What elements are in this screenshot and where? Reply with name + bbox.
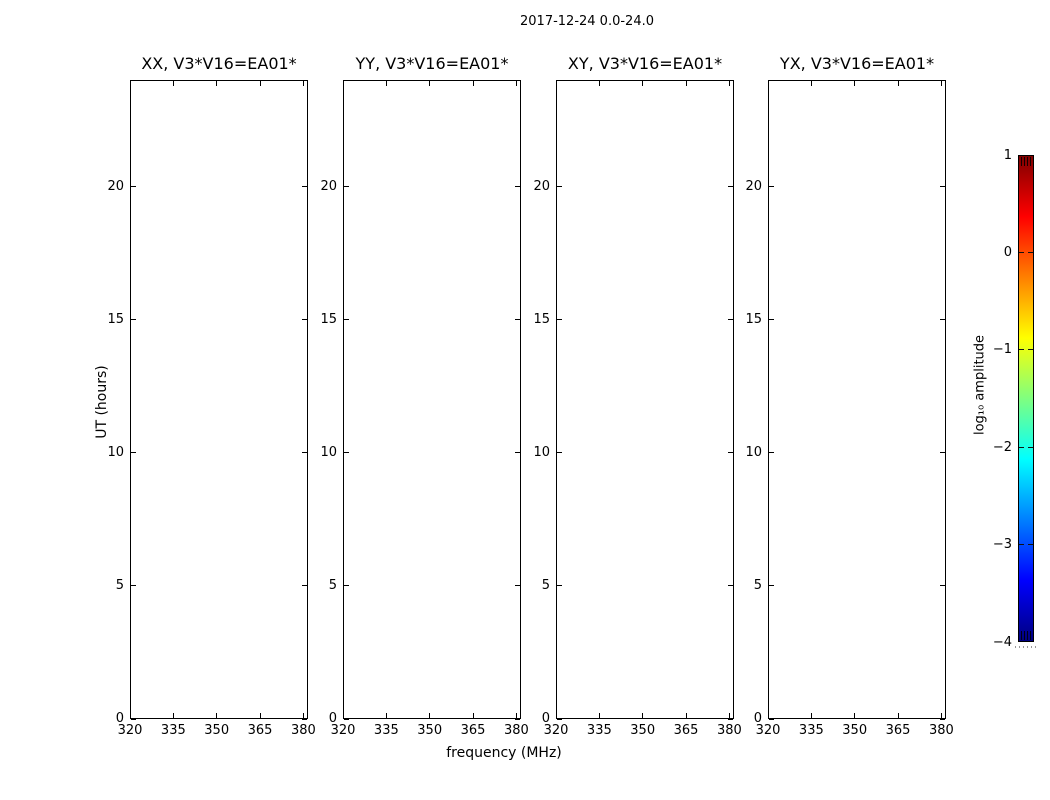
x-tick-label: 380 xyxy=(928,723,954,738)
y-tick-mark-right xyxy=(940,719,945,720)
x-tick-mark xyxy=(898,713,899,718)
x-tick-label: 380 xyxy=(503,723,529,738)
x-tick-mark xyxy=(599,713,600,718)
y-tick-mark xyxy=(557,585,562,586)
x-tick-mark-top xyxy=(556,81,557,86)
y-tick-mark-right xyxy=(940,319,945,320)
colorbar-tick-mark xyxy=(1019,447,1024,448)
y-tick-label: 5 xyxy=(115,577,124,593)
colorbar-tick-label: −2 xyxy=(992,439,1012,455)
x-tick-label: 365 xyxy=(673,723,699,738)
y-tick-mark-right xyxy=(940,452,945,453)
subplot-title: YY, V3*V16=EA01* xyxy=(355,54,509,73)
x-tick-mark-top xyxy=(516,81,517,86)
x-tick-mark-top xyxy=(898,81,899,86)
x-tick-label: 350 xyxy=(417,723,443,738)
y-tick-label: 15 xyxy=(320,311,337,327)
colorbar-top-hatch xyxy=(1021,157,1031,166)
colorbar-tick-mark xyxy=(1019,252,1024,253)
subplot-title: XX, V3*V16=EA01* xyxy=(141,54,297,73)
y-axis-label: UT (hours) xyxy=(94,365,110,439)
y-tick-mark-right xyxy=(940,585,945,586)
x-tick-mark-top xyxy=(811,81,812,86)
y-tick-label: 0 xyxy=(541,711,550,726)
axes-area xyxy=(556,80,734,719)
axes-area xyxy=(768,80,946,719)
x-tick-mark-top xyxy=(599,81,600,86)
x-tick-label: 350 xyxy=(842,723,868,738)
x-axis-label: frequency (MHz) xyxy=(446,745,562,761)
x-tick-mark xyxy=(854,713,855,718)
x-tick-mark-top xyxy=(642,81,643,86)
colorbar-underflow-dots xyxy=(1015,646,1037,648)
x-tick-mark xyxy=(556,713,557,718)
colorbar-bottom-hatch xyxy=(1021,631,1031,640)
x-tick-label: 335 xyxy=(160,723,186,738)
x-tick-mark-top xyxy=(173,81,174,86)
x-tick-label: 335 xyxy=(373,723,399,738)
x-tick-label: 320 xyxy=(543,723,569,738)
colorbar-tick-label: 1 xyxy=(1003,147,1012,163)
colorbar-tick-mark-right xyxy=(1028,544,1033,545)
colorbar-tick-label: −3 xyxy=(992,537,1012,553)
colorbar-gradient xyxy=(1018,155,1034,642)
x-tick-mark xyxy=(686,713,687,718)
y-tick-mark xyxy=(557,719,562,720)
x-tick-label: 380 xyxy=(716,723,742,738)
x-tick-mark xyxy=(429,713,430,718)
x-tick-mark-top xyxy=(686,81,687,86)
y-tick-label: 10 xyxy=(745,444,762,460)
y-tick-mark xyxy=(344,186,349,187)
y-tick-mark xyxy=(557,186,562,187)
y-tick-mark-right xyxy=(940,186,945,187)
y-tick-label: 15 xyxy=(745,311,762,327)
x-tick-label: 350 xyxy=(630,723,656,738)
x-tick-mark xyxy=(386,713,387,718)
y-tick-label: 10 xyxy=(107,444,124,460)
y-tick-mark xyxy=(131,319,136,320)
x-tick-mark xyxy=(768,713,769,718)
x-tick-mark-top xyxy=(854,81,855,86)
y-tick-label: 0 xyxy=(753,711,762,726)
subplot-title: XY, V3*V16=EA01* xyxy=(567,54,723,73)
x-tick-mark xyxy=(130,713,131,718)
y-tick-mark xyxy=(131,186,136,187)
y-tick-label: 15 xyxy=(107,311,124,327)
x-tick-label: 365 xyxy=(460,723,486,738)
y-tick-label: 20 xyxy=(745,178,762,194)
y-tick-label: 0 xyxy=(328,711,337,726)
y-tick-mark xyxy=(131,719,136,720)
y-tick-label: 0 xyxy=(115,711,124,726)
x-tick-label: 350 xyxy=(204,723,230,738)
colorbar-label: log₁₀ amplitude xyxy=(972,334,988,436)
y-tick-label: 20 xyxy=(533,178,550,194)
x-tick-mark-top xyxy=(303,81,304,86)
y-tick-label: 20 xyxy=(320,178,337,194)
y-tick-mark xyxy=(344,585,349,586)
x-tick-mark xyxy=(216,713,217,718)
x-tick-label: 320 xyxy=(330,723,356,738)
x-tick-label: 335 xyxy=(586,723,612,738)
y-tick-mark xyxy=(131,452,136,453)
x-tick-mark-top xyxy=(429,81,430,86)
x-tick-mark xyxy=(811,713,812,718)
y-tick-label: 5 xyxy=(328,577,337,593)
colorbar xyxy=(992,147,1034,650)
x-tick-mark-top xyxy=(343,81,344,86)
x-tick-mark-top xyxy=(729,81,730,86)
y-tick-mark xyxy=(557,319,562,320)
subplot-xy xyxy=(533,54,742,738)
colorbar-tick-mark xyxy=(1019,349,1024,350)
x-tick-mark-top xyxy=(386,81,387,86)
y-tick-label: 5 xyxy=(753,577,762,593)
y-tick-label: 15 xyxy=(533,311,550,327)
y-tick-label: 10 xyxy=(320,444,337,460)
y-tick-mark xyxy=(344,319,349,320)
x-tick-mark-top xyxy=(768,81,769,86)
x-tick-mark-top xyxy=(260,81,261,86)
y-tick-mark xyxy=(769,585,774,586)
y-tick-label: 5 xyxy=(541,577,550,593)
axes-area xyxy=(343,80,521,719)
x-tick-label: 365 xyxy=(885,723,911,738)
y-tick-mark xyxy=(557,452,562,453)
x-tick-mark xyxy=(473,713,474,718)
y-tick-mark xyxy=(769,719,774,720)
subplot-yx xyxy=(745,54,954,738)
x-tick-mark-top xyxy=(130,81,131,86)
x-tick-mark-top xyxy=(941,81,942,86)
x-tick-mark xyxy=(173,713,174,718)
y-tick-mark xyxy=(131,585,136,586)
x-tick-mark xyxy=(260,713,261,718)
y-tick-label: 10 xyxy=(533,444,550,460)
colorbar-tick-mark-right xyxy=(1028,252,1033,253)
x-tick-mark-top xyxy=(216,81,217,86)
subplot-title: YX, V3*V16=EA01* xyxy=(779,54,935,73)
y-tick-mark xyxy=(344,452,349,453)
x-tick-label: 320 xyxy=(755,723,781,738)
x-tick-mark xyxy=(343,713,344,718)
colorbar-tick-mark-right xyxy=(1028,447,1033,448)
y-tick-mark xyxy=(769,452,774,453)
x-tick-label: 320 xyxy=(117,723,143,738)
y-tick-mark xyxy=(769,319,774,320)
x-tick-label: 380 xyxy=(290,723,316,738)
y-tick-mark xyxy=(769,186,774,187)
colorbar-tick-label: −1 xyxy=(992,342,1012,358)
y-tick-mark xyxy=(344,719,349,720)
colorbar-tick-mark xyxy=(1019,544,1024,545)
figure-title: 2017-12-24 0.0-24.0 xyxy=(520,14,654,29)
colorbar-tick-mark-right xyxy=(1028,349,1033,350)
colorbar-tick-label: −4 xyxy=(992,634,1012,650)
x-tick-mark-top xyxy=(473,81,474,86)
x-tick-label: 365 xyxy=(247,723,273,738)
x-tick-mark xyxy=(941,713,942,718)
x-tick-label: 335 xyxy=(798,723,824,738)
subplot-xx xyxy=(107,54,316,738)
axes-area xyxy=(130,80,308,719)
x-tick-mark xyxy=(642,713,643,718)
y-tick-label: 20 xyxy=(107,178,124,194)
subplot-yy xyxy=(320,54,529,738)
colorbar-tick-label: 0 xyxy=(1003,244,1012,260)
